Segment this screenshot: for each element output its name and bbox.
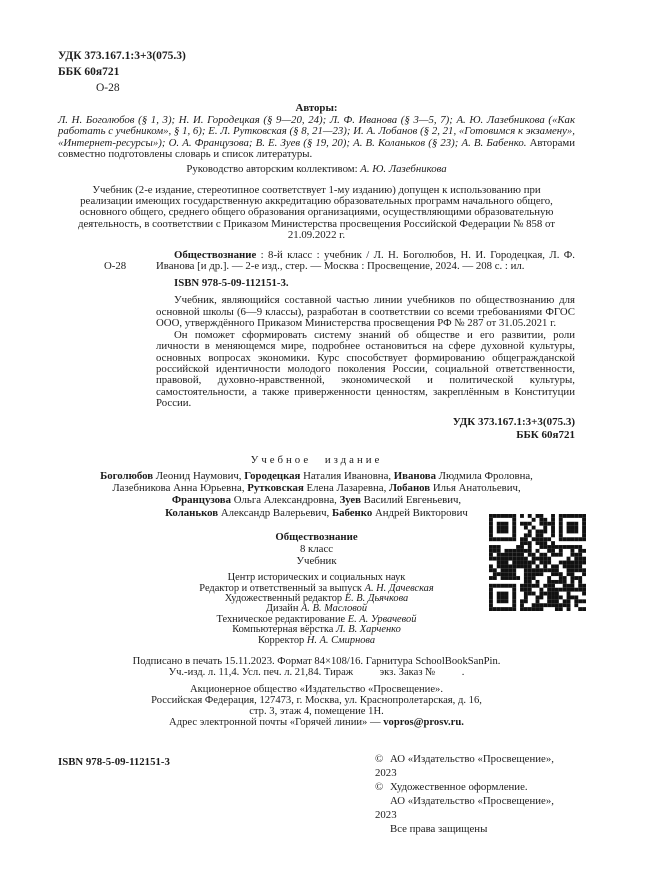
publisher-address-line: Российская Федерация, 127473, г. Москва, ул. Краснопролетарская, д. 16, xyxy=(151,695,482,706)
copyright-text: Художественное оформление. xyxy=(390,781,528,793)
classification-codes-right xyxy=(58,416,575,442)
credit-name: А. В. Масловой xyxy=(301,603,368,615)
udk-code-right: УДК 373.167.1:3+3(075.3) xyxy=(452,415,575,428)
book-format: Учебник xyxy=(296,555,337,568)
book-grade: 8 класс xyxy=(299,543,334,556)
edition-authors-line: Коланьков Александр Валерьевич, Бабенко Андрей Викторович xyxy=(165,506,468,519)
book-title: Обществознание xyxy=(275,531,358,544)
print-info-line-2: Уч.-изд. л. 11,4. Усл. печ. л. 21,84. Тираж экз. Заказ № . xyxy=(168,667,465,678)
classification-codes xyxy=(58,48,575,96)
edition-authors-line: Боголюбов Леонид Наумович, Городецкая Наталия Ивановна, Иванова Людмила Фроловна, xyxy=(100,469,533,482)
annotation-paragraph-1: Учебник, являющийся составной частью линии учебников по обществознанию для основной школы (6—9 классы), разработан в соответствии со всеми требованиями ФГОС ООО, утверждённого Приказом Министерства просвещения РФ № 287 от 31.05.2021 г. xyxy=(156,294,575,330)
copyright-text: Все права защищены xyxy=(390,823,488,835)
authors-heading: Авторы: xyxy=(295,102,338,114)
copyright-line xyxy=(375,822,575,836)
copyright-block xyxy=(375,752,575,836)
copyright-line xyxy=(375,780,575,794)
approval-note: Учебник (2-е издание, стереотипное соответствует 1-му изданию) допущен к использованию при реализации имеющих государственную аккредитацию образовательных программ начального общего, основного общего, среднего общего образования организациями, осуществляющими образовательную деятельность, в соответствии с Приказом Министерства просвещения Российской Федерации № 858 от 21.09.2022 г. xyxy=(78,183,555,242)
edition-type-heading: Учебное издание xyxy=(250,453,383,466)
credit-name: Н. А. Смирнова xyxy=(306,634,376,646)
bbk-code: ББК 60я721 xyxy=(58,66,120,78)
credit-name: Л. В. Харченко xyxy=(336,624,401,636)
publisher-address-line: стр. 3, этаж 4, помещение 1Н. xyxy=(249,706,384,717)
edition-authors-line: Лазебникова Анна Юрьевна, Рутковская Елена Лазаревна, Лобанов Илья Анатольевич, xyxy=(112,481,521,494)
print-info xyxy=(58,656,575,678)
bib-entry xyxy=(104,248,575,273)
credit-label: Компьютерная вёрстка xyxy=(232,624,334,636)
credit-label: Художественный редактор xyxy=(224,592,343,604)
credit-label: Редактор и ответственный за выпуск xyxy=(199,582,362,594)
credit-label: Корректор xyxy=(257,634,305,646)
edition-authors-line: Французова Ольга Александровна, Зуев Василий Евгеньевич, xyxy=(171,494,462,507)
copyright-mark: © xyxy=(375,781,384,793)
page-content xyxy=(58,0,575,728)
copyright-line xyxy=(375,752,575,780)
credit-line xyxy=(58,636,575,646)
team-lead-line xyxy=(58,163,575,175)
print-info-line-1: Подписано в печать 15.11.2023. Формат 84×108/16. Гарнитура SchoolBookSanPin. xyxy=(132,656,501,667)
bbk-code-right: ББК 60я721 xyxy=(516,428,575,441)
edition-authors xyxy=(58,470,575,520)
credit-name: Е. В. Дьячкова xyxy=(344,592,409,604)
bib-author-sign: О-28 xyxy=(104,259,127,272)
credit-label: Дизайн xyxy=(265,603,299,615)
credit-label: Центр исторических и социальных наук xyxy=(227,572,406,584)
credit-name: Е. А. Урвачевой xyxy=(347,613,417,625)
credit-name: А. Н. Дачевская xyxy=(364,582,434,594)
authors-list: Л. Н. Боголюбов (§ 1, 3); Н. И. Городецкая (§ 9—20, 24); Л. Ф. Иванова (§ 3—5, 7); А. Ю. Лазебникова («Как работать с учебником», § 1, 6); Е. Л. Рутковская (§ 8, 21—23); И. А. Лобанов (§ 2, 21, «Готовимся к экзамену», «Интернет-ресурсы»); О. А. Французова; В. Е. Зуев (§ 19, 20); А. В. Коланьков (§ 23); А. В. Бабенко. Авторами совместно подготовлены словарь и список литературы. xyxy=(58,114,575,161)
team-lead-name: А. Ю. Лазебникова xyxy=(360,162,447,175)
team-lead-label: Руководство авторским коллективом: xyxy=(186,162,358,175)
copyright-text: АО «Издательство «Просвещение», 2023 xyxy=(375,795,554,821)
copyright-text: АО «Издательство «Просвещение», 2023 xyxy=(375,753,554,779)
publisher-name: Акционерное общество «Издательство «Просвещение». xyxy=(190,684,443,695)
bib-description: Обществознание : 8-й класс : учебник / Л. Н. Боголюбов, Н. И. Городецкая, Л. Ф. Иванова [и др.]. — 2-е изд., стер. — Москва : Просвещение, 2024. — 208 с. : ил. xyxy=(156,248,575,273)
isbn-number: ISBN 978-5-09-112151-3. xyxy=(174,277,289,290)
author-sign: О-28 xyxy=(96,82,120,94)
hotline-email-line: Адрес электронной почты «Горячей линии» — vopros@prosv.ru. xyxy=(169,717,464,728)
copyright-line xyxy=(375,794,575,822)
copyright-mark: © xyxy=(375,753,384,765)
udk-code: УДК 373.167.1:3+3(075.3) xyxy=(58,50,186,62)
credit-label: Техническое редактирование xyxy=(216,613,346,625)
annotation-paragraph-2: Он поможет сформировать систему знаний об обществе и его развитии, роли личности в меняющемся мире, подробнее остановиться на сфере духовной культуры, основных вопросах экономики. Курс способствует формированию общегражданской российской идентичности молодого поколения России, социальной ответственности, правовой, духовно-нравственной, экономической и политической культуры, самостоятельности, а также приверженности ценностям, закреплённым в Конституции России. xyxy=(156,328,575,410)
isbn-bottom: ISBN 978-5-09-112151-3 xyxy=(58,756,170,768)
annotation xyxy=(58,295,575,409)
publisher-info xyxy=(58,684,575,717)
qr-code xyxy=(489,514,586,611)
